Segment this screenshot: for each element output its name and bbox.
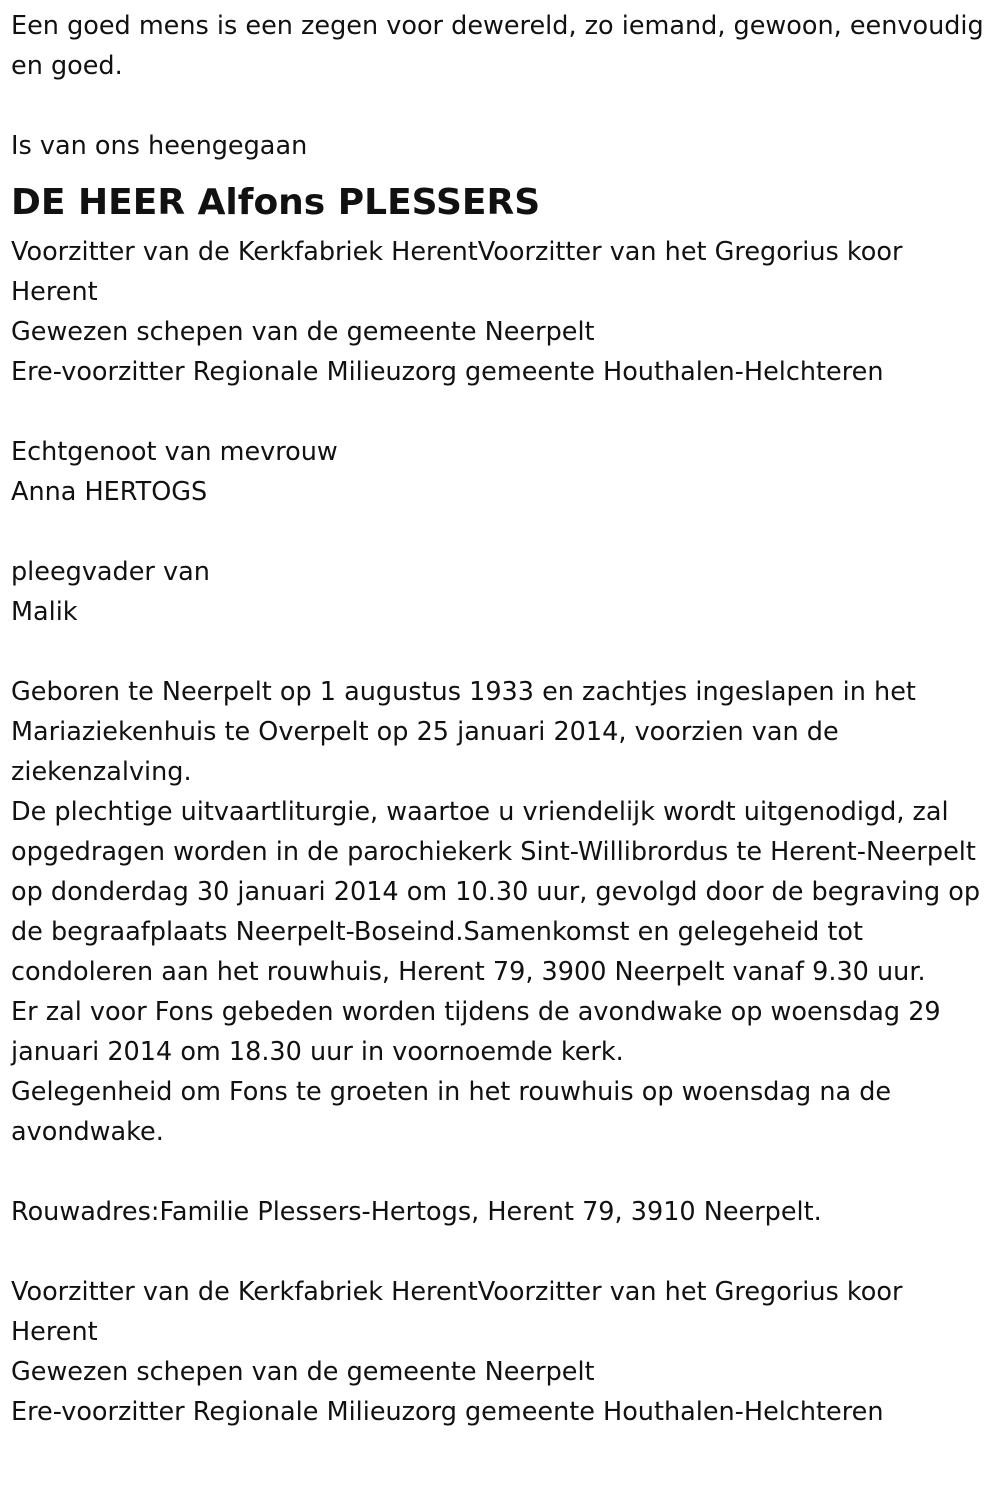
spacer <box>11 86 990 126</box>
funeral-details: De plechtige uitvaartliturgie, waartoe u vriendelijk wordt uitgenodigd, zal opgedragen worden in de parochiekerk Sint-Willibrordus te Herent-Neerpelt op donderdag 30 januari 2014 om 10.30 uur, gevolgd door de begraving op de begraafplaats Neerpelt-Boseind.Samenkomst en gelegeheid tot condoleren aan het rouwhuis, Herent 79, 3900 Neerpelt vanaf 9.30 uur. <box>11 797 981 987</box>
fosterchild-name: Malik <box>11 597 78 627</box>
spacer <box>11 1232 990 1272</box>
function-line: Ere-voorzitter Regionale Milieuzorg gemeente Houthalen-Helchteren <box>11 357 884 387</box>
function-line: Ere-voorzitter Regionale Milieuzorg gemeente Houthalen-Helchteren <box>11 1397 884 1427</box>
mourning-address: Rouwadres:Familie Plessers-Hertogs, Herent 79, 3910 Neerpelt. <box>11 1197 822 1227</box>
birth-death-details: Geboren te Neerpelt op 1 augustus 1933 en zachtjes ingeslapen in het Mariaziekenhuis te Overpelt op 25 januari 2014, voorzien van de ziekenzalving. <box>11 677 916 787</box>
vigil-details: Er zal voor Fons gebeden worden tijdens de avondwake op woensdag 29 januari 2014 om 18.30 uur in voornoemde kerk. <box>11 997 941 1067</box>
deceased-functions <box>11 232 990 392</box>
spacer <box>11 632 990 672</box>
function-line: Gewezen schepen van de gemeente Neerpelt <box>11 1357 595 1387</box>
visitation-details: Gelegenheid om Fons te groeten in het rouwhuis op woensdag na de avondwake. <box>11 1077 892 1147</box>
spouse-block <box>11 432 990 512</box>
function-line: Voorzitter van de Kerkfabriek HerentVoorzitter van het Gregorius koor Herent <box>11 237 903 307</box>
function-line: Gewezen schepen van de gemeente Neerpelt <box>11 317 595 347</box>
spacer <box>11 1152 990 1192</box>
function-line: Voorzitter van de Kerkfabriek HerentVoorzitter van het Gregorius koor Herent <box>11 1277 903 1347</box>
spouse-relation: Echtgenoot van mevrouw <box>11 437 338 467</box>
fosterchild-relation: pleegvader van <box>11 557 210 587</box>
footer-functions <box>11 1272 990 1432</box>
announcement: Is van ons heengegaan <box>11 131 308 161</box>
spacer <box>11 512 990 552</box>
fosterchild-block <box>11 552 990 632</box>
obituary-notice <box>11 6 990 1432</box>
spouse-name: Anna HERTOGS <box>11 477 208 507</box>
spacer <box>11 392 990 432</box>
deceased-name: DE HEER Alfons PLESSERS <box>11 182 541 223</box>
details-block <box>11 672 990 1152</box>
opening-quote: Een goed mens is een zegen voor dewereld, zo iemand, gewoon, eenvoudig en goed. <box>11 11 984 81</box>
